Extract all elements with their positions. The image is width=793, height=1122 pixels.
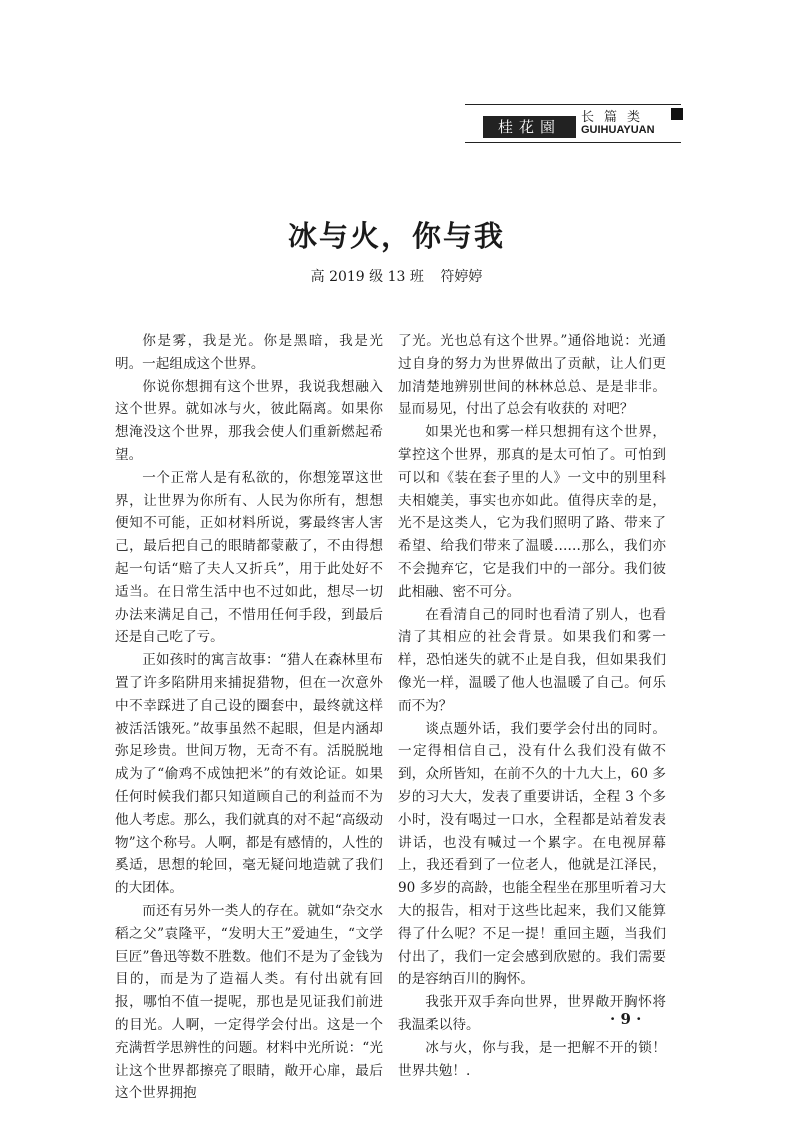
section-header bbox=[465, 104, 685, 144]
paragraph: 冰与火，你与我，是一把解不开的锁！世界共勉！. bbox=[398, 1039, 666, 1079]
right-column bbox=[398, 330, 666, 1082]
article-title: 冰与火，你与我 bbox=[287, 219, 505, 253]
section-pinyin: GUIHUAYUAN bbox=[581, 124, 655, 136]
paragraph: 你说你想拥有这个世界，我说我想融入这个世界。就如冰与火，彼此隔离。如果你想淹没这个世界，那我会使人们重新燃起希望。 bbox=[115, 378, 383, 463]
paragraph: 而还有另外一类人的存在。就如“杂交水稻之父”袁隆平，“发明大王”爱迪生，“文学巨匠”鲁迅等数不胜数。他们不是为了金钱为目的，而是为了造福人类。有付出就有回报，哪怕不值一提呢，那也是见证我们前进的目光。人啊，一定得学会付出。这是一个充满哲学思辨性的问题。材料中光所说：“光让这个世界都擦亮了眼睛，敞开心扉，最后这个世界拥抱 bbox=[115, 902, 383, 1102]
left-column bbox=[115, 330, 383, 1105]
byline bbox=[0, 266, 793, 286]
paragraph: 正如孩时的寓言故事：“猎人在森林里布置了许多陷阱用来捕捉猎物，但在一次意外中不幸踩进了自己设的圈套中，最终就这样被活活饿死。”故事虽然不起眼，但是内涵却弥足珍贵。世间万物，无奇不有。活脱脱地成为了“偷鸡不成蚀把米”的有效论证。如果任何时候我们都只知道顾自己的利益而不为他人考虑。那么，我们就真的对不起“高级动物”这个称号。人啊，都是有感情的，人性的奚适，思想的轮回，毫无疑问地造就了我们的大团体。 bbox=[115, 652, 383, 897]
paragraph: 在看清自己的同时也看清了别人，也看清了其相应的社会背景。如果我们和雾一样，恐怕迷失的就不止是自我，但如果我们像光一样，温暖了他人也温暖了自己。何乐而不为？ bbox=[398, 606, 666, 714]
paragraph: 如果光也和雾一样只想拥有这个世界，掌控这个世界，那真的是太可怕了。可怕到可以和《装在套子里的人》一文中的别里科夫相媲美，事实也亦如此。值得庆幸的是，光不是这类人，它为我们照明了路、带来了希望、给我们带来了温暖……那么，我们亦不会抛弃它，它是我们中的一部分。我们彼此相融、密不可分。 bbox=[398, 424, 666, 600]
page-number: · 9 · bbox=[610, 1010, 642, 1028]
paragraph: 你是雾，我是光。你是黑暗，我是光明。一起组成这个世界。 bbox=[115, 333, 383, 372]
header-square-mark bbox=[671, 108, 683, 120]
author-name: 符婷婷 bbox=[440, 269, 483, 285]
class-label: 高 2019 级 13 班 bbox=[310, 269, 424, 285]
paragraph: 我张开双手奔向世界，世界敞开胸怀将我温柔以待。 bbox=[398, 994, 666, 1033]
header-rule-top bbox=[465, 104, 681, 105]
section-name: 桂花園 bbox=[483, 116, 576, 138]
paragraph: 谈点题外话，我们要学会付出的同时。一定得相信自己，没有什么我们没有做不到，众所皆知，在前不久的十九大上，60 多岁的习大大，发表了重要讲话，全程 3 个多小时，没有喝过一口水，全程都是站着发表讲话，也没有喊过一个累字。在电视屏幕上，我还看到了一位老人，他就是江泽民，90 多岁的高龄，也能全程坐在那里听着习大大的报告，相对于这些比起来，我们又能算得了什么呢？不足一提！重回主题，当我们付出了，我们一定会感到欣慰的。我们需要的是容纳百川的胸怀。 bbox=[398, 720, 666, 988]
paragraph: 一个正常人是有私欲的，你想笼罩这世界，让世界为你所有、人民为你所有，想想便知不可能，正如材料所说，雾最终害人害己，最后把自己的眼睛都蒙蔽了，不由得想起一句话“赔了夫人又折兵”，用于此处好不适当。在日常生活中也不过如此，想尽一切办法来满足自己，不惜用任何手段，到最后还是自己吃了亏。 bbox=[115, 469, 383, 646]
category-label: 长篇类 bbox=[581, 110, 651, 125]
header-rule-bottom bbox=[465, 142, 681, 143]
paragraph-continued: 了光。光也总有这个世界。”通俗地说：光通过自身的努力为世界做出了贡献，让人们更加清楚地辨别世间的林林总总、是是非非。显而易见，付出了总会有收获的 对吧？ bbox=[398, 333, 666, 418]
